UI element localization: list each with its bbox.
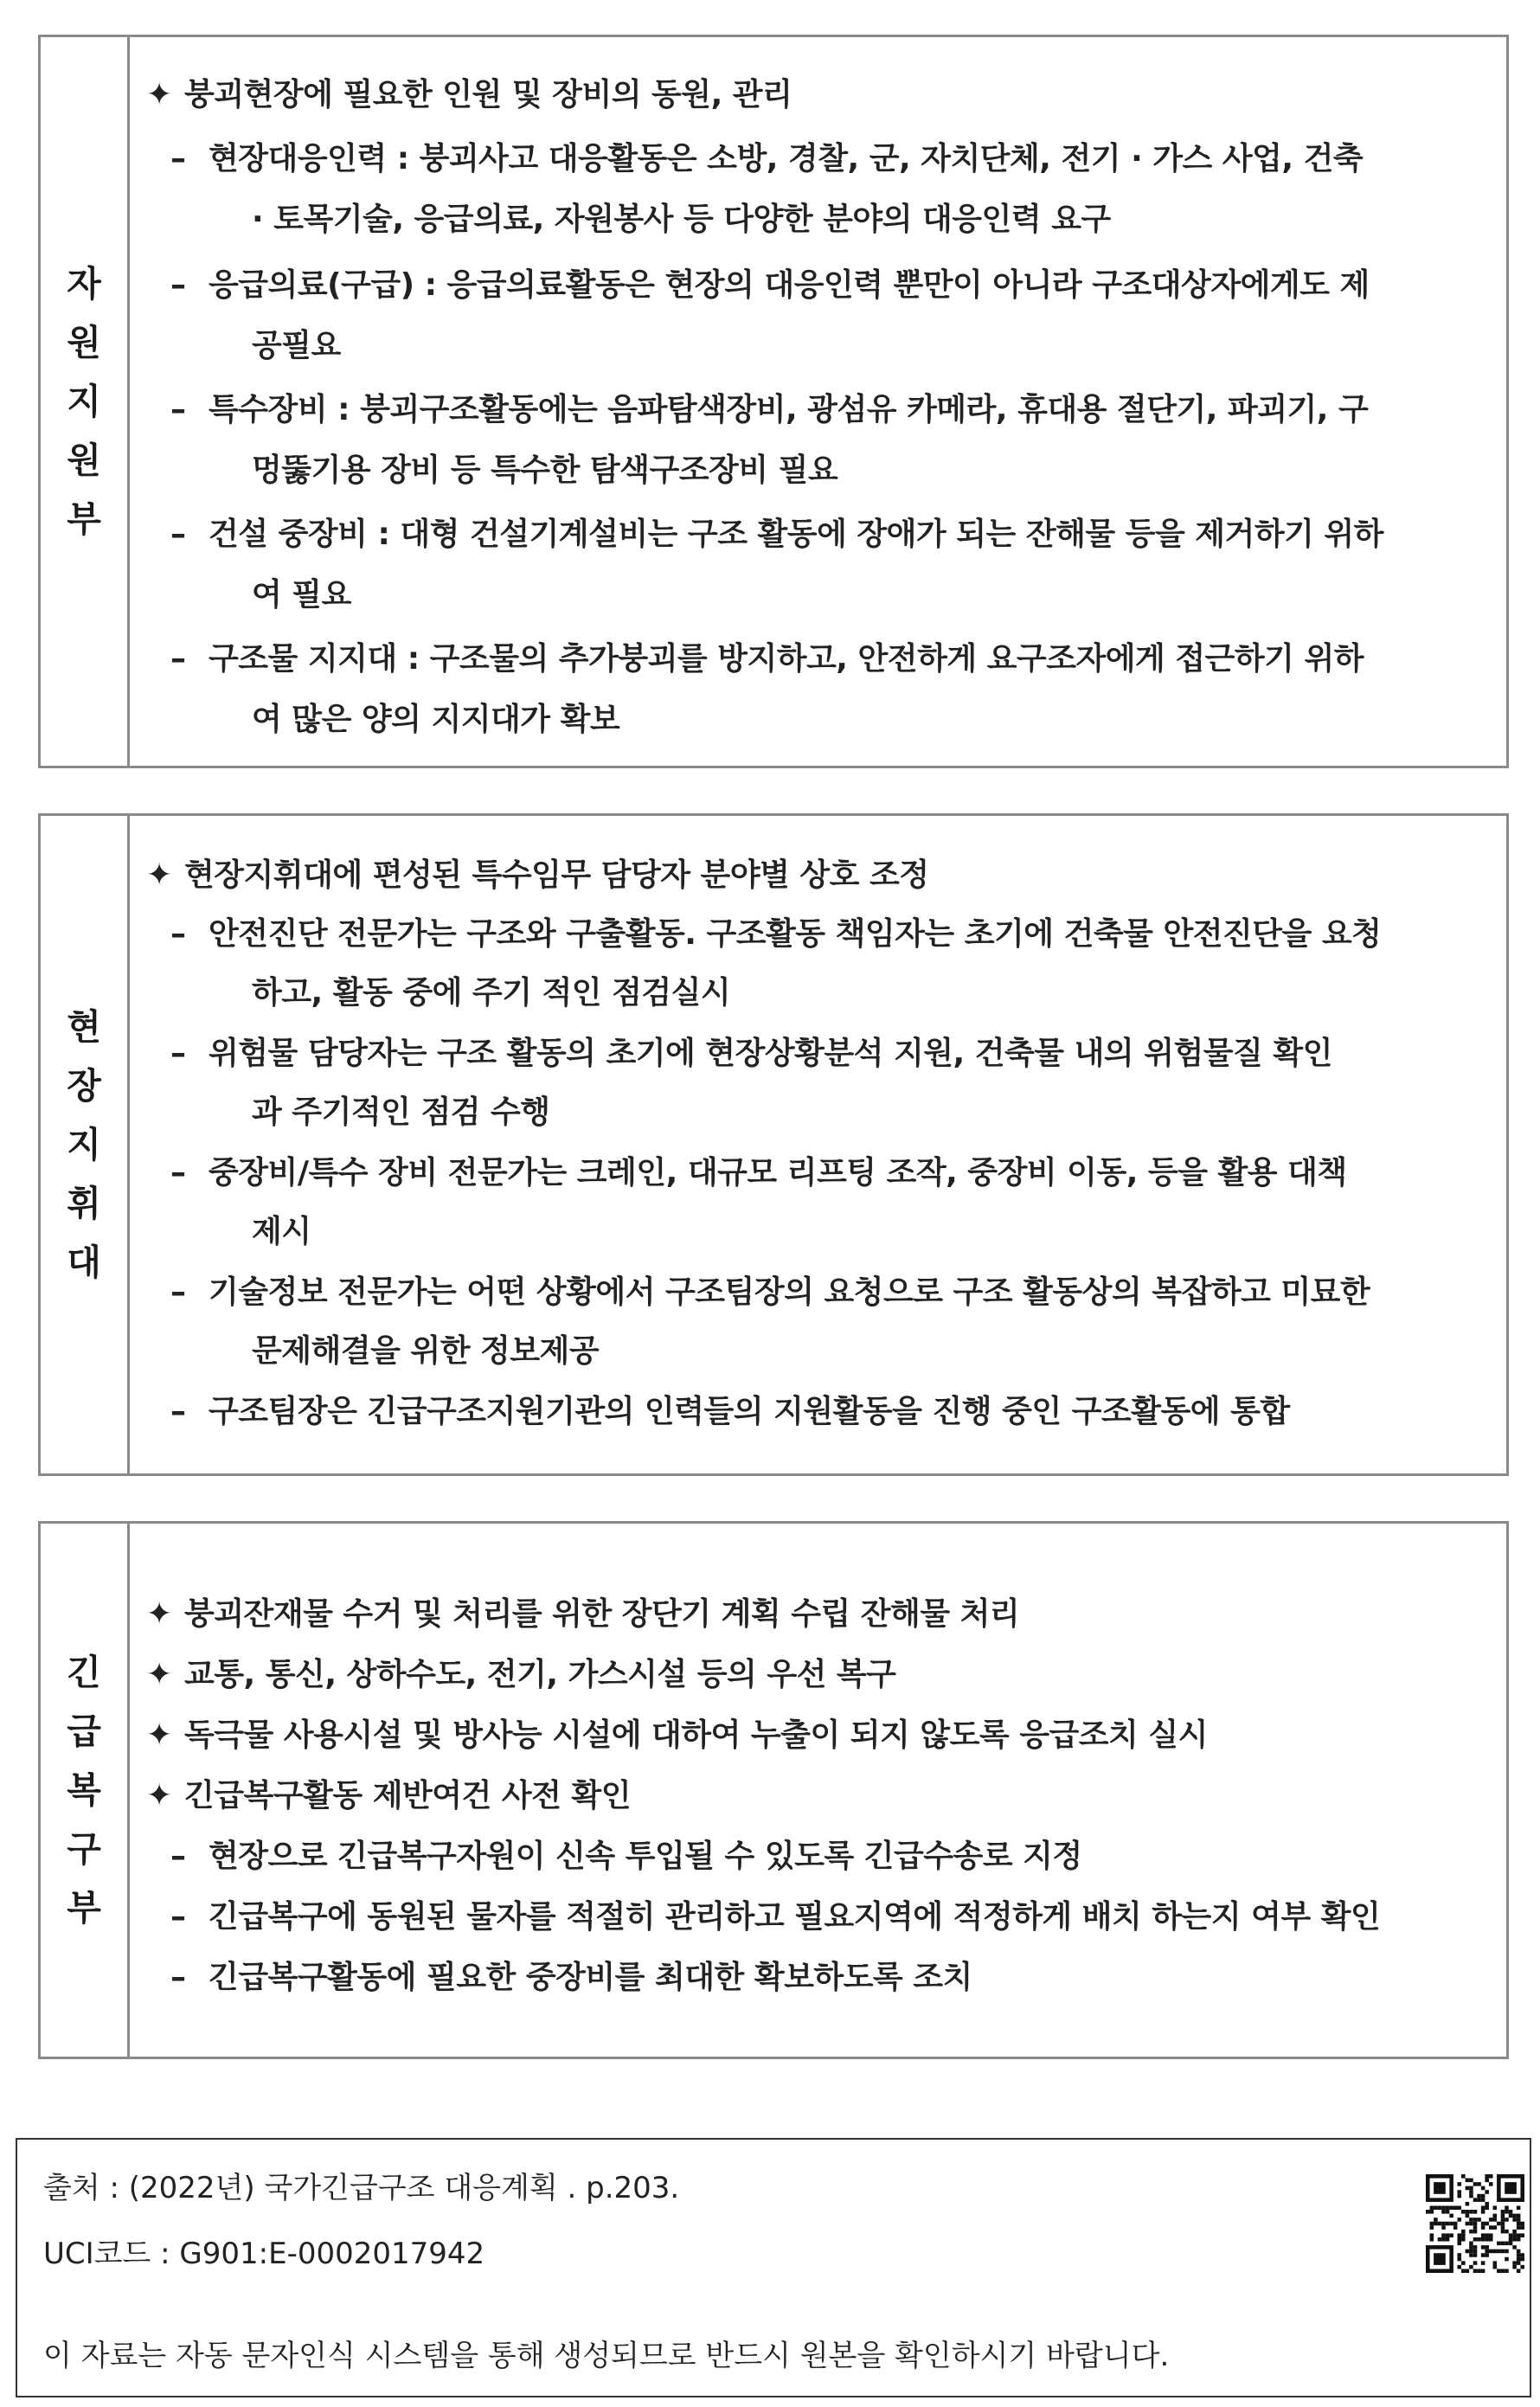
dash-icon: – [170, 916, 186, 952]
bullet-star-icon: ✦ [146, 857, 172, 893]
side-char: 급 [67, 1711, 101, 1752]
dash-line [170, 1832, 1082, 1876]
line-text: 붕괴현장에 필요한 인원 및 장비의 동원, 관리 [184, 77, 792, 112]
line-text: 기술정보 전문가는 어떤 상황에서 구조팀장의 요청으로 구조 활동상의 복잡하고 미묘한 [209, 1274, 1370, 1310]
side-char: 휘 [67, 1183, 101, 1224]
line-text: 공필요 [252, 328, 341, 363]
line-text: 구조물 지지대 : 구조물의 추가붕괴를 방지하고, 안전하게 요구조자에게 접근하기 위하 [209, 641, 1364, 677]
line-text: 특수장비 : 붕괴구조활동에는 음파탐색장비, 광섬유 카메라, 휴대용 절단기, 파괴기, 구 [209, 392, 1369, 427]
bullet-star-icon: ✦ [146, 1657, 172, 1692]
line-text: 문제해결을 위한 정보제공 [252, 1333, 600, 1369]
line-text: 응급의료(구급) : 응급의료활동은 현장의 대응인력 뿐만이 아니라 구조대상자에게도 제 [209, 267, 1370, 303]
section-content [127, 1524, 1506, 2057]
dash-icon: – [170, 1036, 186, 1071]
dash-line [170, 510, 1383, 554]
dash-line [170, 1387, 1290, 1431]
dash-line [170, 1148, 1347, 1192]
section-side-label [41, 1524, 130, 2057]
source-footer [16, 2138, 1531, 2397]
dash-icon: – [170, 517, 186, 552]
bullet-star-icon: ✦ [146, 1717, 172, 1753]
line-text: 현장지휘대에 편성된 특수임무 담당자 분야별 상호 조정 [184, 857, 929, 893]
dash-icon: – [170, 1899, 186, 1935]
bullet-star-icon: ✦ [146, 1778, 172, 1813]
bullet-line [146, 1771, 631, 1815]
line-text: 독극물 사용시설 및 방사능 시설에 대하여 누출이 되지 않도록 응급조치 실시 [184, 1717, 1208, 1753]
line-text: 제시 [252, 1214, 311, 1249]
uci-code: UCI코드 : G901:E-0002017942 [43, 2237, 485, 2271]
side-char: 지 [67, 381, 101, 422]
line-text: 긴급복구활동 제반여건 사전 확인 [184, 1778, 631, 1813]
line-text: 위험물 담당자는 구조 활동의 초기에 현장상황분석 지원, 건축물 내의 위험물질 확인 [209, 1036, 1332, 1071]
section-content [127, 816, 1506, 1473]
dash-line [170, 1892, 1380, 1936]
bullet-line [146, 1711, 1208, 1755]
bullet-star-icon: ✦ [146, 1596, 172, 1632]
dash-icon: – [170, 1155, 186, 1191]
side-char: 구 [67, 1828, 101, 1870]
section-side-label [41, 37, 130, 766]
line-text: 여 필요 [252, 577, 351, 613]
bullet-line [146, 1650, 895, 1694]
side-char: 원 [67, 322, 101, 363]
line-text: 여 많은 양의 지지대가 확보 [252, 702, 620, 737]
line-text: 건설 중장비 : 대형 건설기계설비는 구조 활동에 장애가 되는 잔해물 등을 제거하기 위하 [209, 517, 1383, 552]
line-text: 하고, 활동 중에 주기 적인 점검실시 [252, 975, 731, 1011]
side-char: 대 [67, 1242, 101, 1283]
continuation-line [252, 446, 837, 490]
source-citation: 출처 : (2022년) 국가긴급구조 대응계획 . p.203. [43, 2171, 680, 2205]
dash-icon: – [170, 1839, 186, 1874]
bullet-line [146, 850, 929, 895]
bullet-line [146, 70, 792, 114]
section-field-command [38, 813, 1509, 1476]
dash-icon: – [170, 641, 186, 677]
line-text: 과 주기적인 점검 수행 [252, 1094, 550, 1130]
dash-line [170, 634, 1364, 678]
continuation-line [252, 321, 341, 365]
side-char: 복 [67, 1769, 101, 1811]
side-char: 원 [67, 440, 101, 481]
section-emergency-recovery [38, 1521, 1509, 2059]
line-text: 구조팀장은 긴급구조지원기관의 인력들의 지원활동을 진행 중인 구조활동에 통합 [209, 1394, 1290, 1429]
line-text: 중장비/특수 장비 전문가는 크레인, 대규모 리프팅 조작, 중장비 이동, 등을 활용 대책 [209, 1155, 1347, 1191]
continuation-line [252, 1207, 311, 1251]
side-char: 현 [67, 1006, 101, 1048]
side-char: 긴 [67, 1652, 101, 1693]
side-char: 부 [67, 498, 101, 540]
line-text: 교통, 통신, 상하수도, 전기, 가스시설 등의 우선 복구 [184, 1657, 896, 1692]
line-text: 안전진단 전문가는 구조와 구출활동. 구조활동 책임자는 초기에 건축물 안전진단을 요청 [209, 916, 1382, 952]
dash-line [170, 134, 1363, 178]
dash-icon: – [170, 267, 186, 303]
line-text: 긴급복구에 동원된 물자를 적절히 관리하고 필요지역에 적정하게 배치 하는지 여부 확인 [209, 1899, 1381, 1935]
section-resource-support [38, 35, 1509, 768]
dash-icon: – [170, 1394, 186, 1429]
side-char: 지 [67, 1124, 101, 1165]
bullet-line [146, 1589, 1019, 1634]
dash-icon: – [170, 392, 186, 427]
continuation-line [252, 968, 730, 1012]
continuation-line [252, 1088, 550, 1132]
line-text: 현장으로 긴급복구자원이 신속 투입될 수 있도록 긴급수송로 지정 [209, 1839, 1082, 1874]
dash-line [170, 1953, 972, 1997]
line-text: 멍뚫기용 장비 등 특수한 탐색구조장비 필요 [252, 453, 838, 488]
section-side-label [41, 816, 130, 1473]
continuation-line [252, 195, 1111, 239]
side-char: 자 [67, 263, 101, 305]
dash-line [170, 1029, 1332, 1073]
section-content [127, 37, 1506, 766]
ocr-notice: 이 자료는 자동 문자인식 시스템을 통해 생성되므로 반드시 원본을 확인하시기 바랍니다. [43, 2339, 1170, 2373]
dash-line [170, 1268, 1370, 1312]
qr-code-icon [1426, 2174, 1524, 2273]
side-char: 부 [67, 1887, 101, 1929]
continuation-line [252, 695, 619, 739]
bullet-star-icon: ✦ [146, 77, 172, 112]
dash-icon: – [170, 1274, 186, 1310]
dash-icon: – [170, 1960, 186, 1995]
dash-icon: – [170, 141, 186, 177]
dash-line [170, 909, 1381, 953]
side-char: 장 [67, 1065, 101, 1107]
dash-line [170, 260, 1370, 305]
line-text: 현장대응인력 : 붕괴사고 대응활동은 소방, 경찰, 군, 자치단체, 전기 · 가스 사업, 건축 [209, 141, 1364, 177]
line-text: 긴급복구활동에 필요한 중장비를 최대한 확보하도록 조치 [209, 1960, 972, 1995]
dash-line [170, 385, 1368, 429]
continuation-line [252, 1326, 599, 1370]
line-text: · 토목기술, 응급의료, 자원봉사 등 다양한 분야의 대응인력 요구 [252, 202, 1111, 237]
line-text: 붕괴잔재물 수거 및 처리를 위한 장단기 계획 수립 잔해물 처리 [184, 1596, 1020, 1632]
continuation-line [252, 570, 351, 614]
